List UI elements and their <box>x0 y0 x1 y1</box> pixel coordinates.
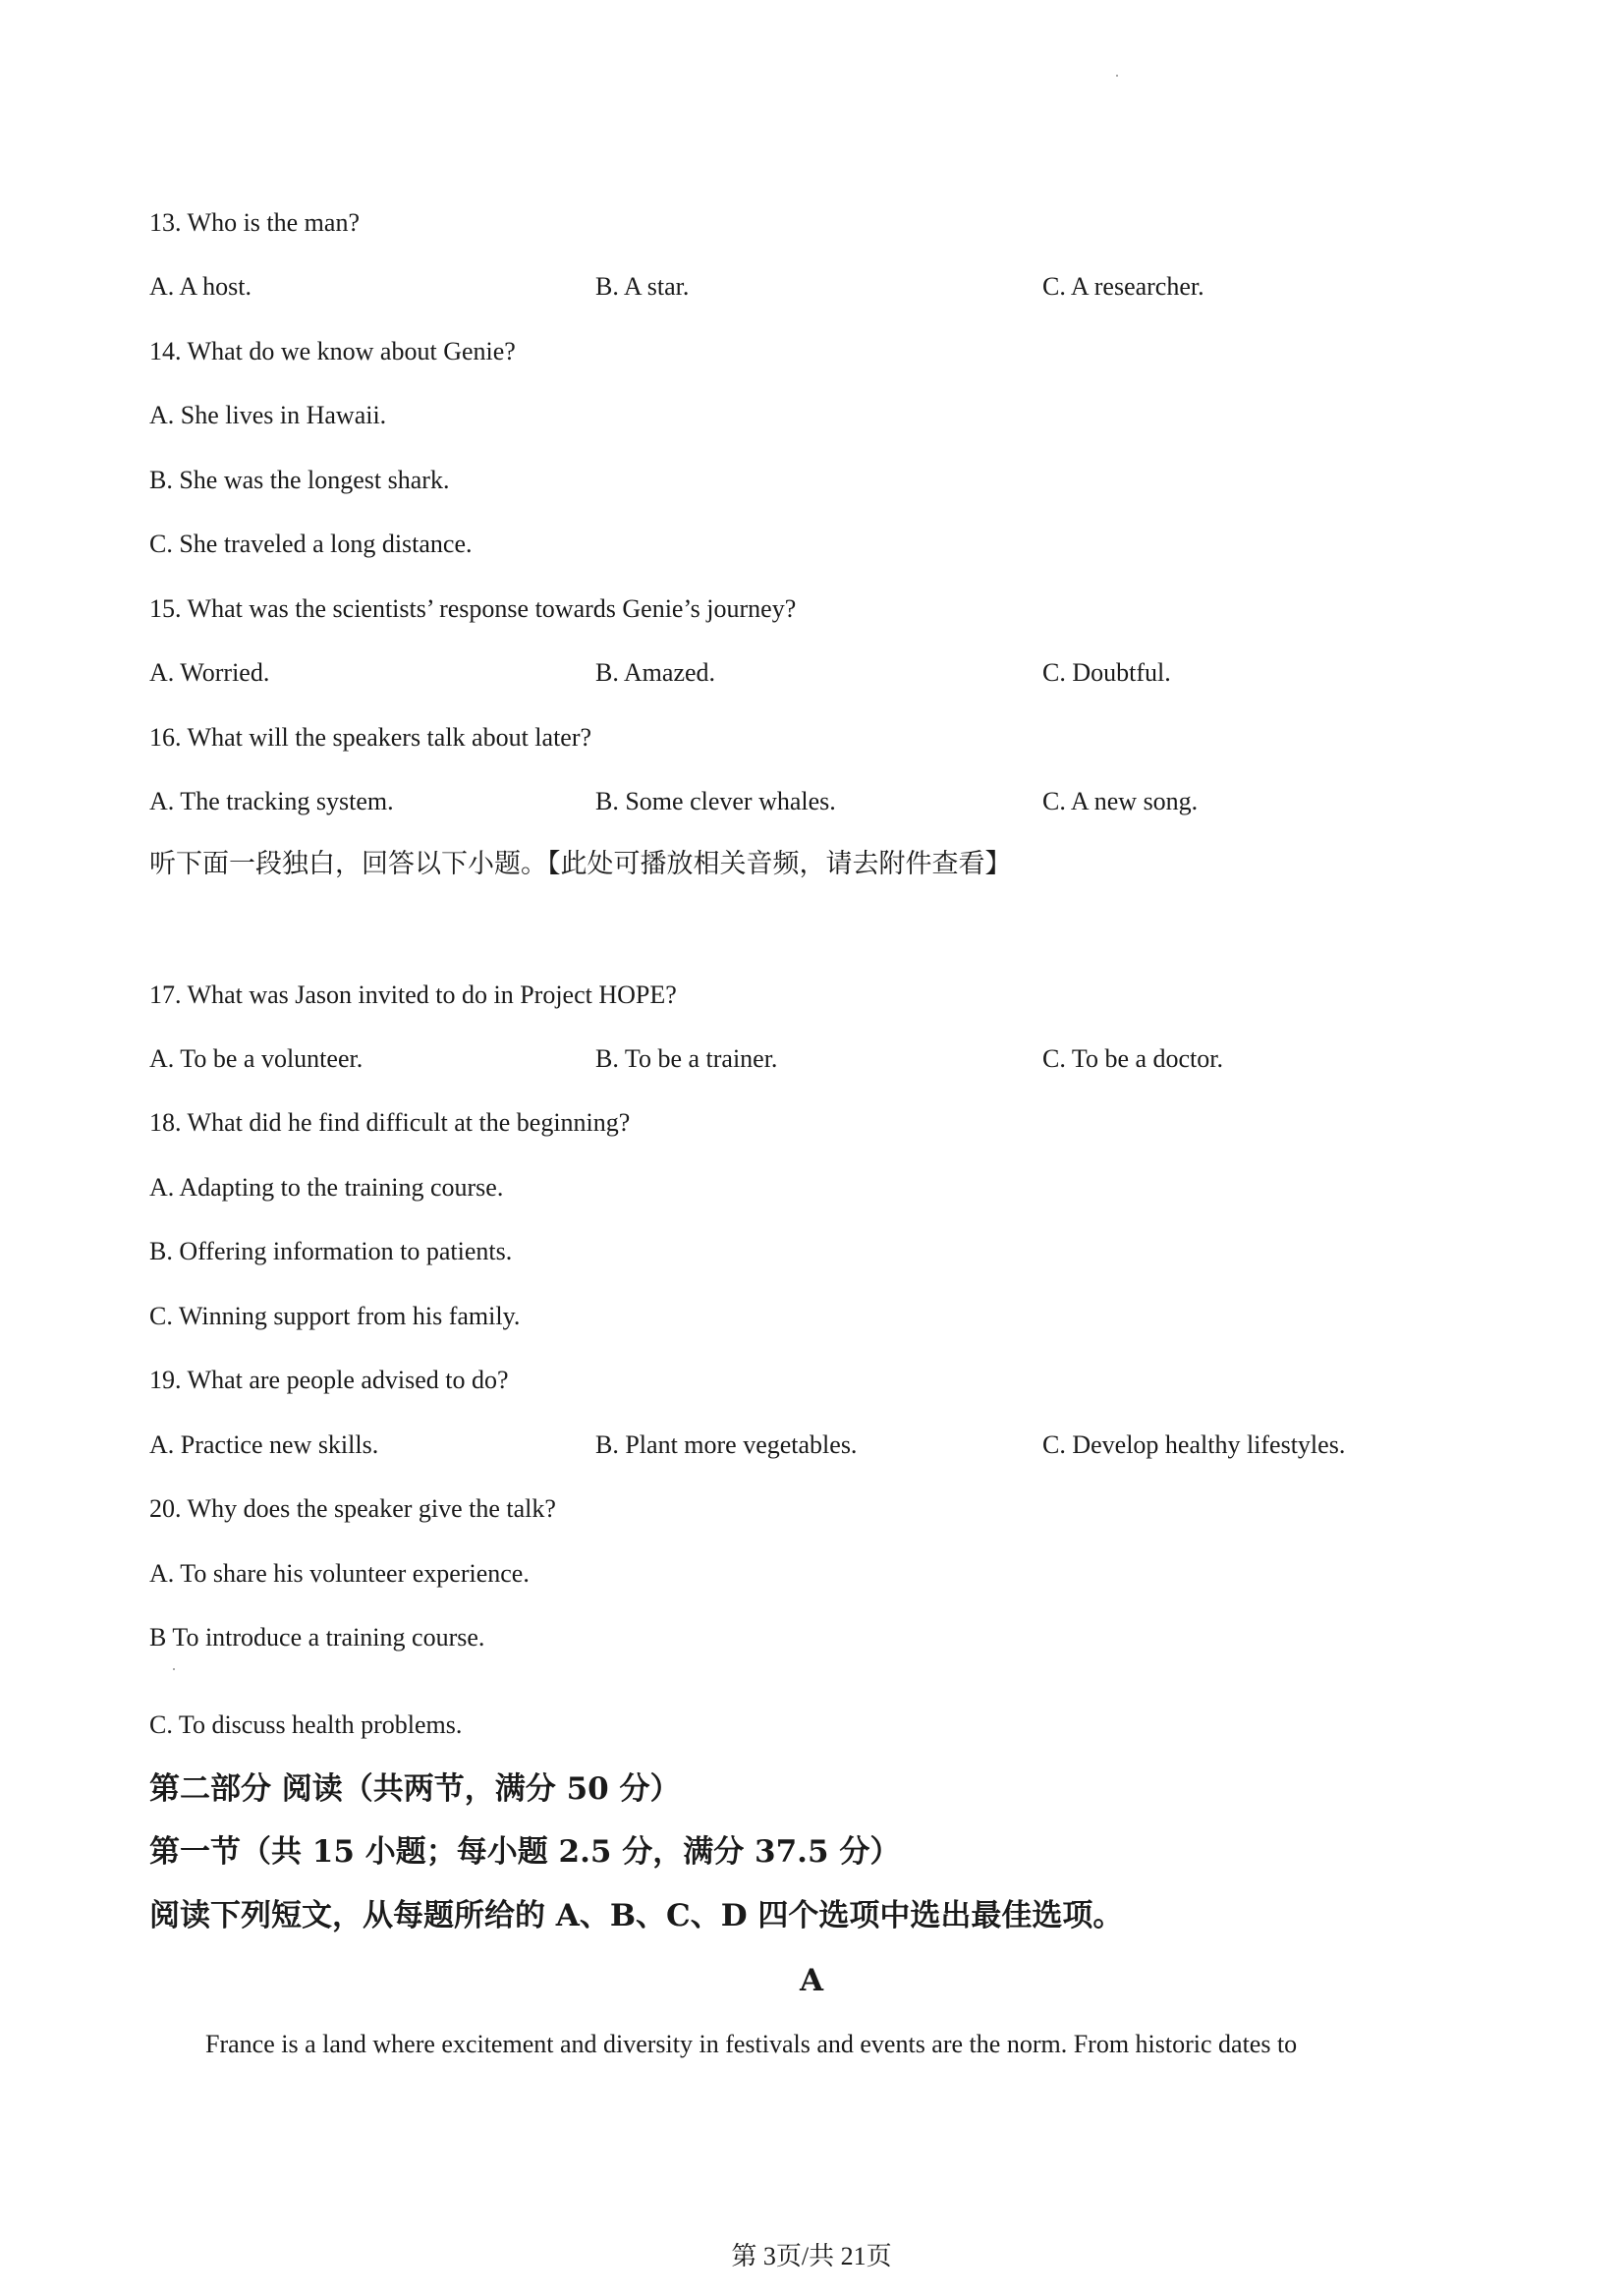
question-18: 18. What did he find difficult at the beginning? <box>149 1108 631 1137</box>
q19-option-c: C. Develop healthy lifestyles. <box>1042 1430 1346 1459</box>
passage-label: A <box>799 1963 824 1998</box>
q19-option-a: A. Practice new skills. <box>149 1430 379 1459</box>
q15-option-c: C. Doubtful. <box>1042 658 1171 687</box>
scan-dot <box>1116 75 1118 77</box>
q20-option-c: C. To discuss health problems. <box>149 1710 463 1739</box>
scan-dot <box>173 1668 175 1670</box>
passage-first-line: France is a land where excitement and diversity in festivals and events are the norm. From historic dates to <box>205 2030 1298 2058</box>
q13-option-b: B. A star. <box>595 272 690 301</box>
question-15: 15. What was the scientists’ response towards Genie’s journey? <box>149 594 797 623</box>
q14-option-c: C. She traveled a long distance. <box>149 530 473 558</box>
q14-option-a: A. She lives in Hawaii. <box>149 401 387 429</box>
question-19: 19. What are people advised to do? <box>149 1366 509 1394</box>
q16-option-a: A. The tracking system. <box>149 787 394 815</box>
q15-option-b: B. Amazed. <box>595 658 716 687</box>
q17-option-b: B. To be a trainer. <box>595 1044 778 1073</box>
q19-option-b: B. Plant more vegetables. <box>595 1430 858 1459</box>
question-20: 20. Why does the speaker give the talk? <box>149 1494 556 1523</box>
question-17: 17. What was Jason invited to do in Project HOPE? <box>149 980 677 1009</box>
q16-option-c: C. A new song. <box>1042 787 1199 815</box>
q13-option-a: A. A host. <box>149 272 252 301</box>
q18-option-b: B. Offering information to patients. <box>149 1237 513 1265</box>
question-16: 16. What will the speakers talk about later? <box>149 723 592 752</box>
q18-option-a: A. Adapting to the training course. <box>149 1173 504 1202</box>
q16-option-b: B. Some clever whales. <box>595 787 836 815</box>
q17-option-a: A. To be a volunteer. <box>149 1044 364 1073</box>
section1-title: 第一节（共 15 小题；每小题 2.5 分，满分 37.5 分） <box>149 1834 901 1870</box>
reading-instruction: 阅读下列短文，从每题所给的 A、B、C、D 四个选项中选出最佳选项。 <box>149 1898 1124 1933</box>
q20-option-a: A. To share his volunteer experience. <box>149 1559 530 1588</box>
q18-option-c: C. Winning support from his family. <box>149 1302 521 1330</box>
q13-option-c: C. A researcher. <box>1042 272 1204 301</box>
q20-option-b: B To introduce a training course. <box>149 1623 485 1652</box>
q14-option-b: B. She was the longest shark. <box>149 466 450 494</box>
q15-option-a: A. Worried. <box>149 658 270 687</box>
page-footer: 第 3页/共 21页 <box>731 2242 892 2270</box>
question-14: 14. What do we know about Genie? <box>149 337 516 365</box>
question-13: 13. Who is the man? <box>149 208 360 237</box>
part2-title: 第二部分 阅读（共两节，满分 50 分） <box>149 1771 681 1807</box>
monologue-instruction: 听下面一段独白，回答以下小题。【此处可播放相关音频，请去附件查看】 <box>149 849 1012 879</box>
q17-option-c: C. To be a doctor. <box>1042 1044 1224 1073</box>
